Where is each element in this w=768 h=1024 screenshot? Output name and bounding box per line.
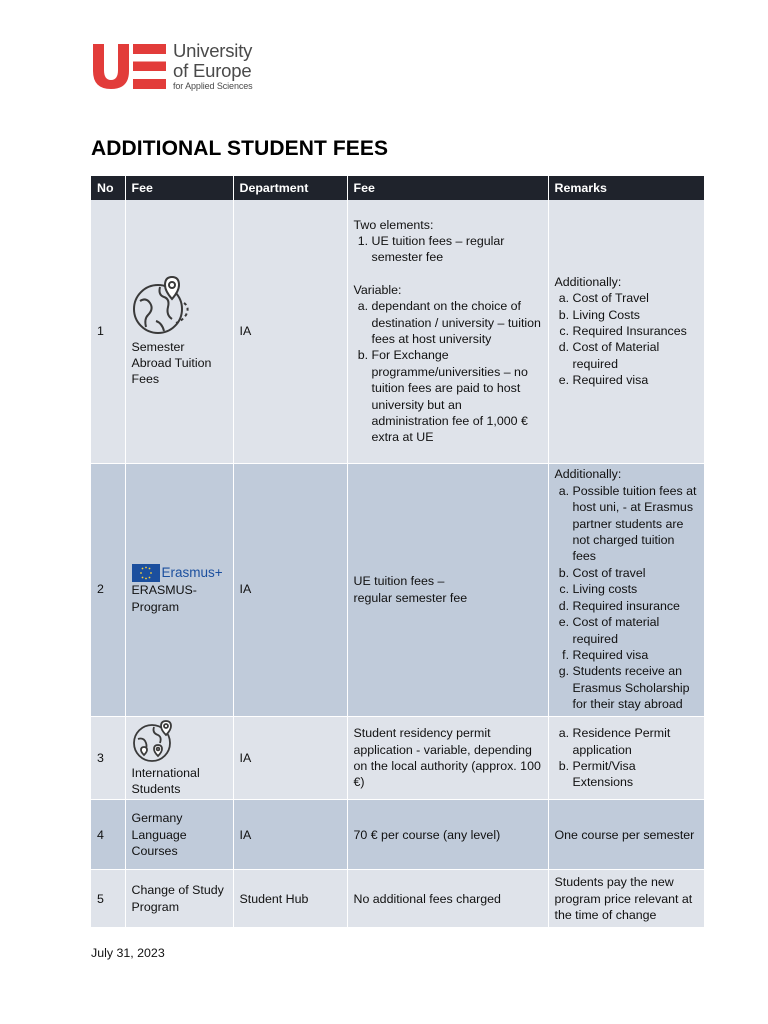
list-item: b. Living Costs: [573, 307, 699, 323]
logo-line-applied-sciences: for Applied Sciences: [173, 81, 253, 91]
remarks-intro: Additionally:: [554, 274, 622, 289]
list-item: d. Cost of Material required: [573, 339, 699, 372]
list-item: e. Cost of material required: [573, 614, 699, 647]
cell-remarks: [548, 200, 704, 463]
list-item: a. Possible tuition fees at host uni, - at Erasmus partner students are not charged tuition fees: [573, 483, 699, 565]
table-row: [91, 800, 704, 870]
list-item: a. Residence Permit application: [573, 725, 699, 758]
eu-flag-icon: [132, 564, 160, 582]
cell-department: IA: [233, 800, 347, 870]
remarks-list: [555, 725, 699, 791]
list-item: g. Students receive an Erasmus Scholarship for their stay abroad: [573, 663, 699, 712]
remarks-list: [555, 483, 699, 713]
list-item: b. Permit/Visa Extensions: [573, 758, 699, 791]
logo-line-university: University: [173, 40, 253, 61]
list-item: a. dependant on the choice of destination / university – tuition fees at host university: [372, 298, 542, 347]
cell-fee-name: [125, 463, 233, 716]
erasmus-logo-text: Erasmus+: [161, 564, 223, 580]
logo-line-of-europe: of Europe: [173, 59, 252, 81]
fee-name-text: Semester Abroad Tuition Fees: [131, 339, 212, 387]
fee-numbered-list: [354, 233, 542, 266]
cell-fee-name: Germany Language Courses: [125, 800, 233, 870]
list-item: a. Cost of Travel: [573, 290, 699, 306]
table-row: [91, 870, 704, 928]
fee-line: regular semester fee: [353, 590, 468, 605]
remarks-intro: Additionally:: [554, 467, 622, 482]
cell-fee-name: [125, 200, 233, 463]
fee-line: UE tuition fees –: [353, 574, 445, 589]
fee-variable-label: Variable:: [353, 282, 402, 297]
cell-fee-details: [347, 200, 548, 463]
header-remarks: Remarks: [548, 176, 704, 200]
fee-intro: Two elements:: [353, 217, 434, 232]
header-fee: Fee: [125, 176, 233, 200]
header-no: No: [91, 176, 125, 200]
list-item: c. Required Insurances: [573, 323, 699, 339]
list-item: d. Required insurance: [573, 598, 699, 614]
cell-remarks: [548, 716, 704, 800]
cell-fee-name: [125, 716, 233, 800]
fee-lettered-list: [354, 298, 542, 446]
globe-location-icon: [132, 275, 194, 337]
cell-fee-name: Change of Study Program: [125, 870, 233, 928]
university-logo: [91, 42, 271, 92]
list-item: b. Cost of travel: [573, 565, 699, 581]
cell-no: 2: [91, 463, 125, 716]
ue-logo-mark-icon: [91, 42, 167, 90]
header-department: Department: [233, 176, 347, 200]
fee-name-text: International Students: [131, 765, 200, 796]
cell-remarks: One course per semester: [548, 800, 704, 870]
table-header-row: [91, 176, 704, 200]
cell-no: 3: [91, 716, 125, 800]
cell-remarks: [548, 463, 704, 716]
list-item: 1. UE tuition fees – regular semester fee: [372, 233, 542, 266]
erasmus-logo: [132, 564, 227, 582]
cell-department: IA: [233, 716, 347, 800]
list-item: e. Required visa: [573, 372, 699, 388]
list-item: f. Required visa: [573, 647, 699, 663]
fee-name-text: ERASMUS-Program: [131, 583, 197, 614]
page-title: ADDITIONAL STUDENT FEES: [91, 137, 389, 160]
cell-department: IA: [233, 200, 347, 463]
table-row: [91, 463, 704, 716]
cell-fee-details: [347, 463, 548, 716]
cell-remarks: Students pay the new program price relevant at the time of change: [548, 870, 704, 928]
logo-wordmark: [173, 42, 253, 91]
cell-department: IA: [233, 463, 347, 716]
world-map-pins-icon: [132, 719, 176, 763]
list-item: b. For Exchange programme/universities – no tuition fees are paid to host university but an administration fee of 1,000 € extra at UE: [372, 347, 542, 445]
footer-date: July 31, 2023: [91, 946, 165, 960]
table-row: [91, 716, 704, 800]
cell-fee-details: No additional fees charged: [347, 870, 548, 928]
cell-no: 1: [91, 200, 125, 463]
cell-no: 5: [91, 870, 125, 928]
list-item: c. Living costs: [573, 581, 699, 597]
header-fee-details: Fee: [347, 176, 548, 200]
fees-table: [91, 176, 704, 928]
cell-no: 4: [91, 800, 125, 870]
cell-department: Student Hub: [233, 870, 347, 928]
remarks-list: [555, 290, 699, 388]
cell-fee-details: 70 € per course (any level): [347, 800, 548, 870]
table-row: [91, 200, 704, 463]
cell-fee-details: Student residency permit application - variable, depending on the local authority (approx. 100 €): [347, 716, 548, 800]
